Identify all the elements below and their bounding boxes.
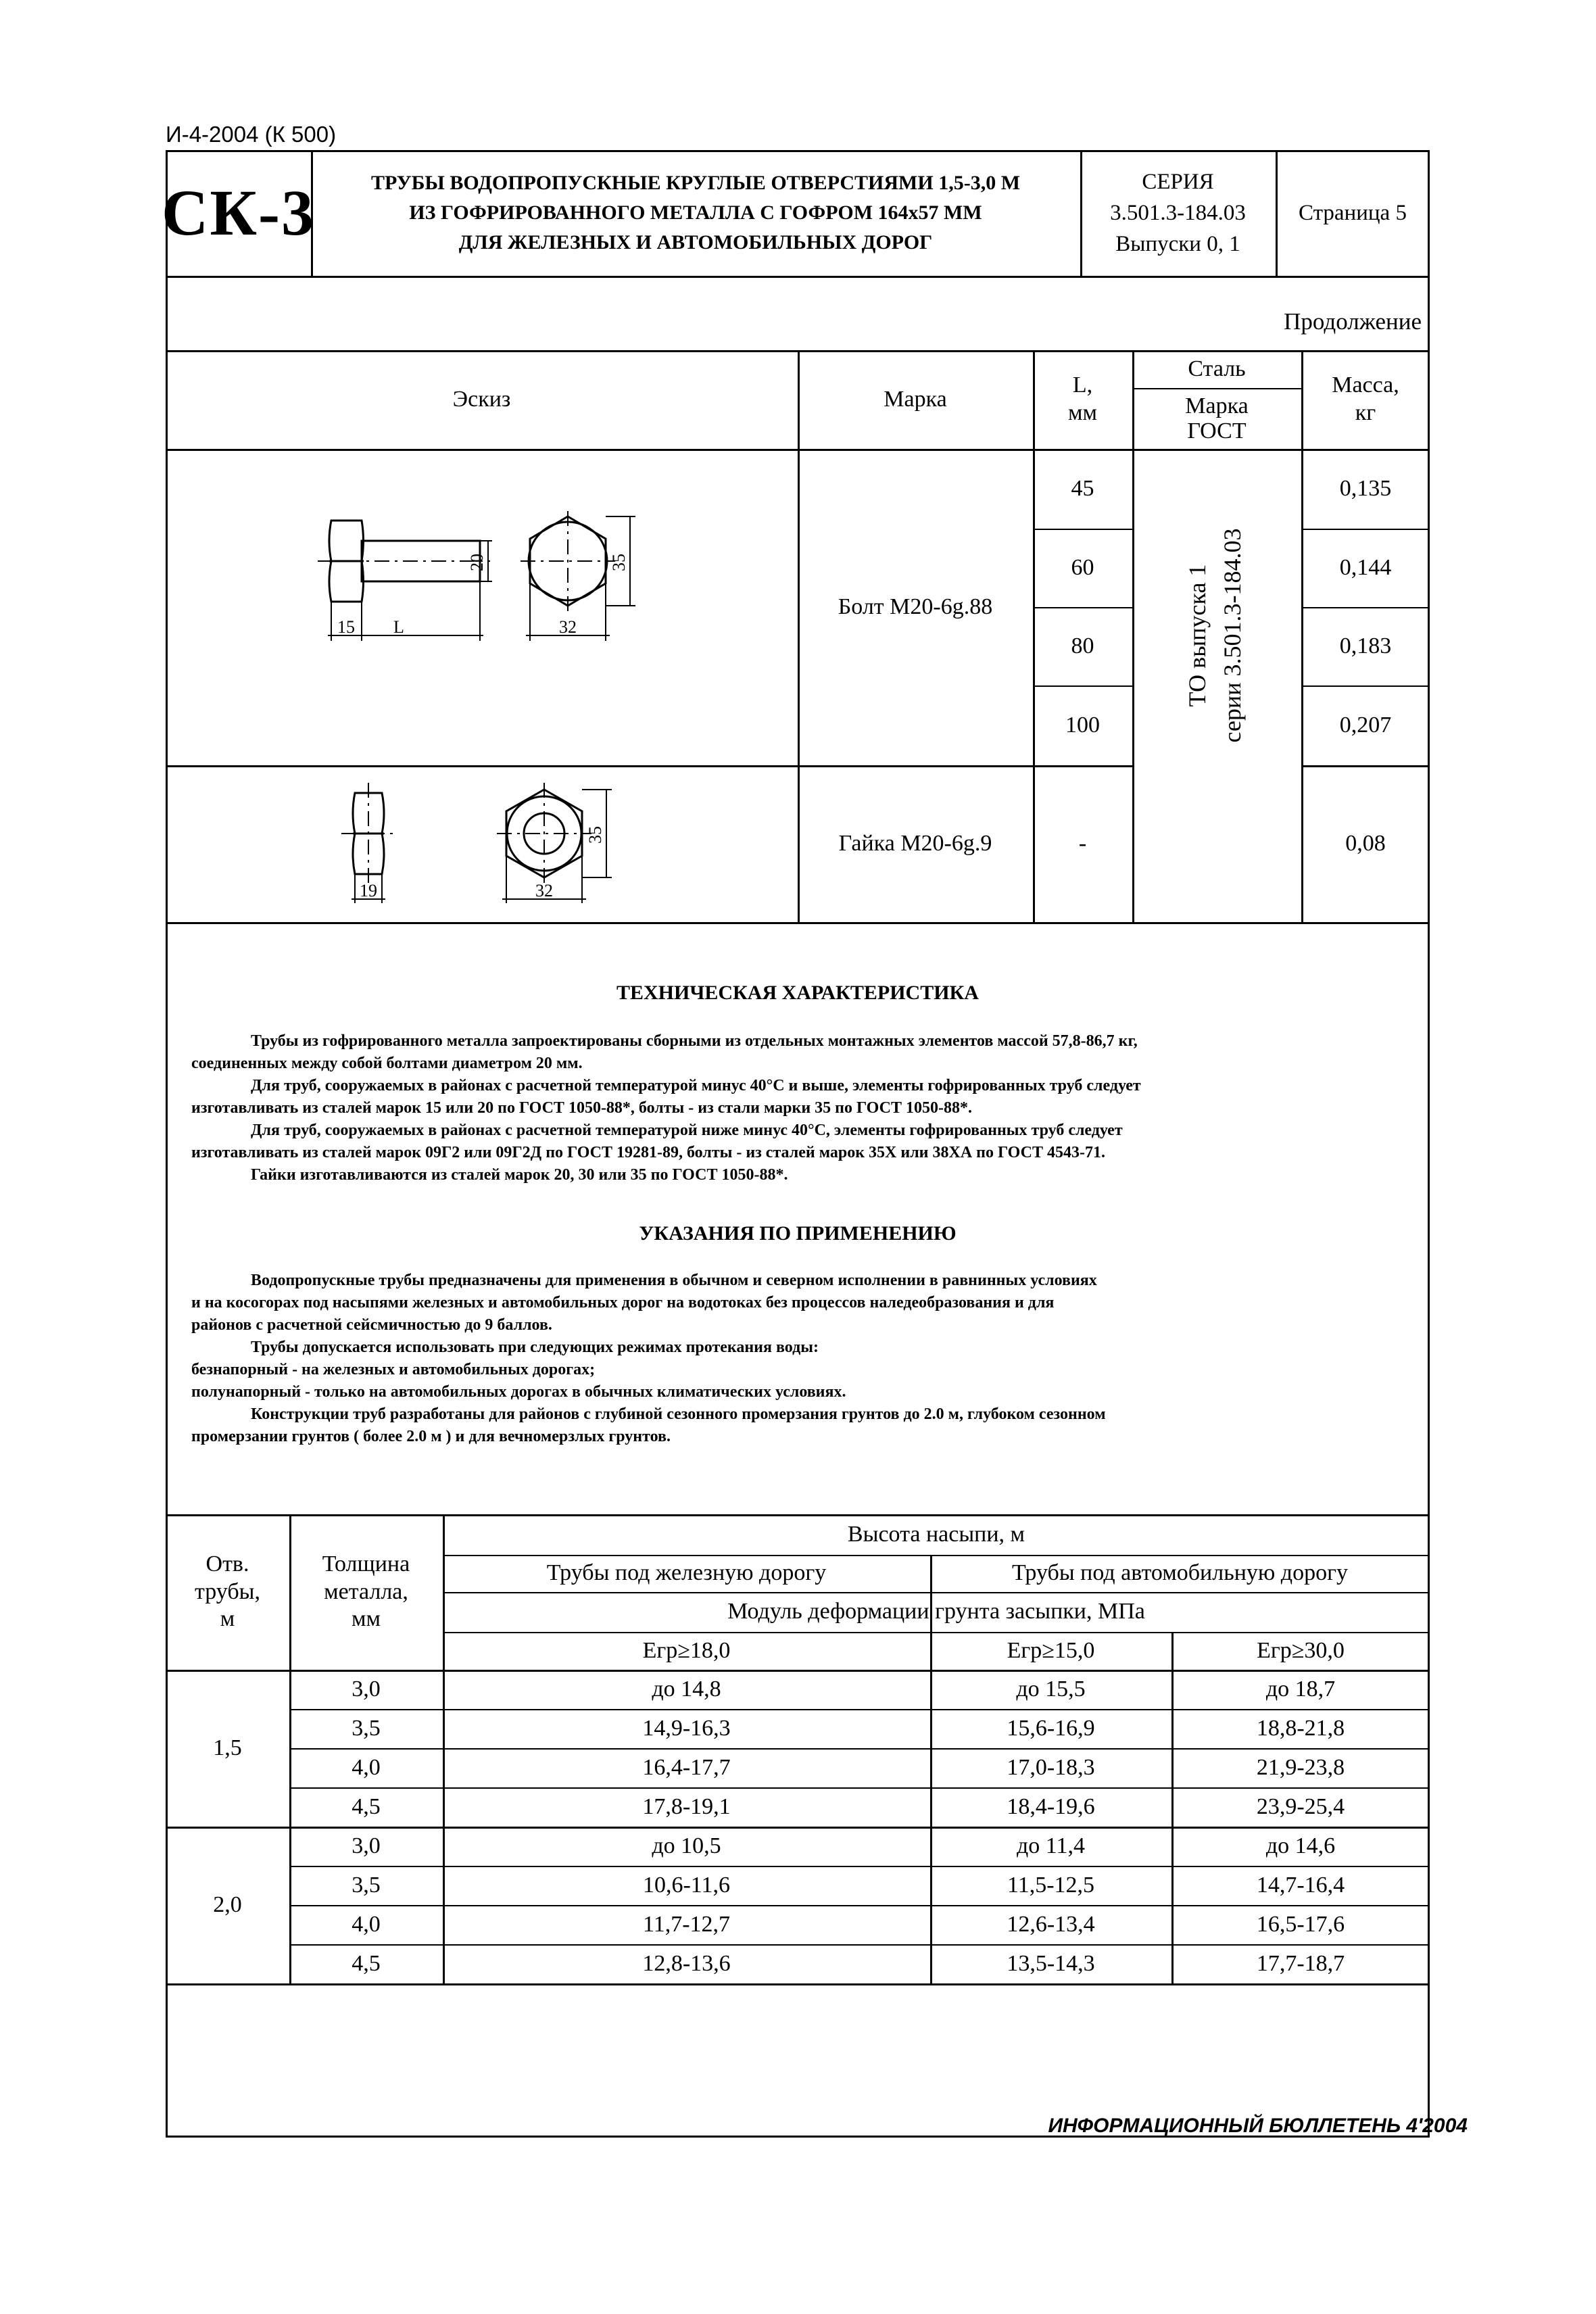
- height-cell: 14,9-16,3: [642, 1715, 731, 1741]
- dim-head-label: 15: [337, 617, 355, 637]
- height-cell: до 11,4: [1016, 1833, 1086, 1858]
- bolt-sketch: [318, 500, 642, 656]
- header-mark: Марка: [884, 386, 947, 412]
- series-label: СЕРИЯ: [1142, 170, 1214, 194]
- title-block-bottom-rule: [166, 276, 1430, 278]
- header-modulus-road: Егр≥15,0: [1007, 1637, 1095, 1663]
- header-thickness: [289, 1514, 443, 1670]
- header-mass: [1301, 350, 1430, 449]
- height-cell: до 18,7: [1265, 1676, 1336, 1702]
- height-cell: 12,8-13,6: [642, 1950, 731, 1976]
- thickness-cell: 4,5: [352, 1950, 381, 1976]
- steel-note-line: ТО выпуска 1: [1184, 564, 1211, 707]
- height-cell: до 14,8: [652, 1676, 721, 1702]
- series-number: 3.501.3-184.03: [1110, 201, 1246, 225]
- header-modulus: Модуль деформации грунта засыпки, МПа: [727, 1599, 1145, 1624]
- header-embankment: Высота насыпи, м: [847, 1521, 1025, 1547]
- stamp-title-line: ТРУБЫ ВОДОПРОПУСКНЫЕ КРУГЛЫЕ ОТВЕРСТИЯМИ 1,5-3,0 М: [370, 172, 1021, 194]
- tech-line: Гайки изготавливаются из сталей марок 20, 30 или 35 по ГОСТ 1050-88*.: [251, 1166, 788, 1184]
- thickness-cell: 3,5: [352, 1872, 381, 1898]
- height-cell: 18,8-21,8: [1256, 1715, 1345, 1741]
- height-cell: 14,7-16,4: [1256, 1872, 1345, 1898]
- opening-value: 2,0: [213, 1891, 242, 1917]
- header-opening-line: Отв.: [205, 1551, 249, 1576]
- stamp-page: Страница 5: [1299, 201, 1407, 225]
- stamp-title-line: ИЗ ГОФРИРОВАННОГО МЕТАЛЛА С ГОФРОМ 164х57 ММ: [409, 201, 982, 224]
- bolt-length: 100: [1065, 712, 1100, 738]
- bolt-length: 80: [1071, 633, 1094, 658]
- height-cell: 12,6-13,4: [1007, 1911, 1095, 1937]
- height-cell: 17,7-18,7: [1256, 1950, 1345, 1976]
- height-cell: 21,9-23,8: [1256, 1754, 1345, 1780]
- tech-line: изготавливать из сталей марок 09Г2 или 09Г2Д по ГОСТ 19281-89, болты - из сталей марок 35Х или 38ХА по ГОСТ 4543-71.: [191, 1144, 1105, 1161]
- thickness-cell: 4,0: [352, 1911, 381, 1937]
- usage-line: и на косогорах под насыпями железных и автомобильных дорог на водотоках без процессов наледеобразования и для: [191, 1294, 1055, 1311]
- header-thickness-line: Толщина: [322, 1551, 410, 1576]
- header-rail: Трубы под железную дорогу: [546, 1560, 827, 1586]
- header-modulus-rail: Егр≥18,0: [642, 1637, 731, 1663]
- dim-flats-label: 32: [535, 881, 553, 900]
- tech-line: соединенных между собой болтами диаметром 20 мм.: [191, 1055, 583, 1072]
- steel-note: [1180, 433, 1254, 838]
- height-cell: до 14,6: [1265, 1833, 1336, 1858]
- thickness-cell: 4,0: [352, 1754, 381, 1780]
- stamp-code: СК-3: [162, 176, 315, 249]
- usage-line: полунапорный - только на автомобильных дорогах в обычных климатических условиях.: [191, 1383, 846, 1401]
- tech-title: ТЕХНИЧЕСКАЯ ХАРАКТЕРИСТИКА: [616, 982, 979, 1004]
- steel-note-line: серии 3.501.3-184.03: [1219, 528, 1246, 743]
- stamp-title: [311, 150, 1080, 276]
- dim-height-label: 19: [360, 881, 377, 900]
- dim-flats-label: 32: [559, 617, 577, 637]
- footer: ИНФОРМАЦИОННЫЙ БЮЛЛЕТЕНЬ 4'2004: [1048, 2115, 1468, 2137]
- height-cell: до 10,5: [652, 1833, 721, 1858]
- usage-line: безнапорный - на железных и автомобильных дорогах;: [191, 1361, 596, 1378]
- tech-line: изготавливать из сталей марок 15 или 20 по ГОСТ 1050-88*, болты - из стали марки 35 по ГОСТ 1050-88*.: [191, 1099, 972, 1117]
- thickness-cell: 3,0: [352, 1833, 381, 1858]
- document-code: И-4-2004 (К 500): [166, 122, 337, 147]
- height-cell: 10,6-11,6: [642, 1872, 731, 1898]
- header-length: [1033, 350, 1132, 449]
- header-mass-label: Масса,: [1332, 372, 1399, 398]
- tech-text: [191, 1030, 1378, 1186]
- height-cell: 13,5-14,3: [1007, 1950, 1095, 1976]
- header-length-label: L,: [1072, 372, 1093, 398]
- header-modulus-road: Егр≥30,0: [1257, 1637, 1345, 1663]
- thickness-cell: 3,0: [352, 1676, 381, 1702]
- header-opening: [166, 1514, 289, 1670]
- continuation-label: Продолжение: [1284, 308, 1422, 335]
- opening-value: 1,5: [213, 1735, 242, 1760]
- dim-corners-label: 35: [585, 826, 605, 844]
- nut-mass: 0,08: [1345, 830, 1386, 856]
- dim-length-label: L: [393, 617, 404, 637]
- bolt-length: 60: [1071, 554, 1094, 580]
- thickness-cell: 3,5: [352, 1715, 381, 1741]
- tech-line: Для труб, сооружаемых в районах с расчетной температурой минус 40°С и выше, элементы гофрированных труб следует: [251, 1077, 1141, 1094]
- height-cell: 18,4-19,6: [1007, 1793, 1095, 1819]
- usage-line: Трубы допускается использовать при следующих режимах протекания воды:: [251, 1339, 819, 1356]
- height-cell: 11,5-12,5: [1007, 1872, 1095, 1898]
- thickness-cell: 4,5: [352, 1793, 381, 1819]
- usage-text: [191, 1270, 1378, 1448]
- tech-line: Для труб, сооружаемых в районах с расчетной температурой ниже минус 40°С, элементы гофрированных труб следует: [251, 1122, 1123, 1139]
- header-steel: Сталь: [1188, 356, 1246, 381]
- bolt-mass: 0,183: [1339, 633, 1392, 658]
- bolt-length: 45: [1071, 475, 1094, 501]
- nut-mark: Гайка М20-6g.9: [838, 830, 992, 856]
- usage-title: УКАЗАНИЯ ПО ПРИМЕНЕНИЮ: [639, 1222, 957, 1245]
- parts-table-bottom-rule: [166, 922, 1430, 924]
- height-cell: до 15,5: [1016, 1676, 1086, 1702]
- usage-line: районов с расчетной сейсмичностью до 9 баллов.: [191, 1316, 552, 1334]
- header-road: Трубы под автомобильную дорогу: [1011, 1560, 1349, 1586]
- usage-line: Водопропускные трубы предназначены для применения в обычном и северном исполнении в равнинных условиях: [251, 1272, 1097, 1289]
- dim-corners-label: 35: [609, 554, 629, 571]
- series-issues: Выпуски 0, 1: [1115, 232, 1240, 256]
- height-cell: 17,8-19,1: [642, 1793, 731, 1819]
- bolt-mass: 0,135: [1339, 475, 1392, 501]
- height-cell: 16,4-17,7: [642, 1754, 731, 1780]
- tech-line: Трубы из гофрированного металла запроектированы сборными из отдельных монтажных элементов массой 57,8-86,7 кг,: [251, 1032, 1138, 1050]
- height-cell: 15,6-16,9: [1007, 1715, 1095, 1741]
- header-opening-line: м: [220, 1606, 235, 1632]
- height-cell: 11,7-12,7: [642, 1911, 731, 1937]
- bolt-mass: 0,207: [1339, 712, 1392, 738]
- dim-dia-label: 20: [467, 554, 487, 571]
- stamp-title-line: ДЛЯ ЖЕЛЕЗНЫХ И АВТОМОБИЛЬНЫХ ДОРОГ: [458, 231, 933, 254]
- usage-line: промерзании грунтов ( более 2.0 м ) и для вечномерзлых грунтов.: [191, 1428, 671, 1445]
- height-cell: 17,0-18,3: [1007, 1754, 1095, 1780]
- header-steel-grade-label: Марка: [1185, 393, 1249, 418]
- height-cell: 23,9-25,4: [1256, 1793, 1345, 1819]
- nut-length: -: [1078, 830, 1087, 856]
- nut-sketch: [341, 783, 652, 911]
- header-thickness-line: мм: [351, 1606, 381, 1632]
- header-mass-unit: кг: [1355, 400, 1376, 425]
- bolt-mark: Болт М20-6g.88: [838, 594, 993, 619]
- header-length-unit: мм: [1067, 400, 1098, 425]
- header-thickness-line: металла,: [324, 1578, 408, 1604]
- usage-line: Конструкции труб разработаны для районов с глубиной сезонного промерзания грунтов до 2.0 м, глубоком сезонном: [251, 1405, 1106, 1423]
- height-table-bottom-rule: [166, 1983, 1430, 1985]
- height-cell: 16,5-17,6: [1256, 1911, 1345, 1937]
- header-steel-gost-label: ГОСТ: [1187, 418, 1247, 443]
- bolt-mass: 0,144: [1339, 554, 1392, 580]
- header-sketch: Эскиз: [452, 386, 511, 412]
- stamp-series: [1080, 150, 1276, 276]
- header-opening-line: трубы,: [194, 1578, 261, 1604]
